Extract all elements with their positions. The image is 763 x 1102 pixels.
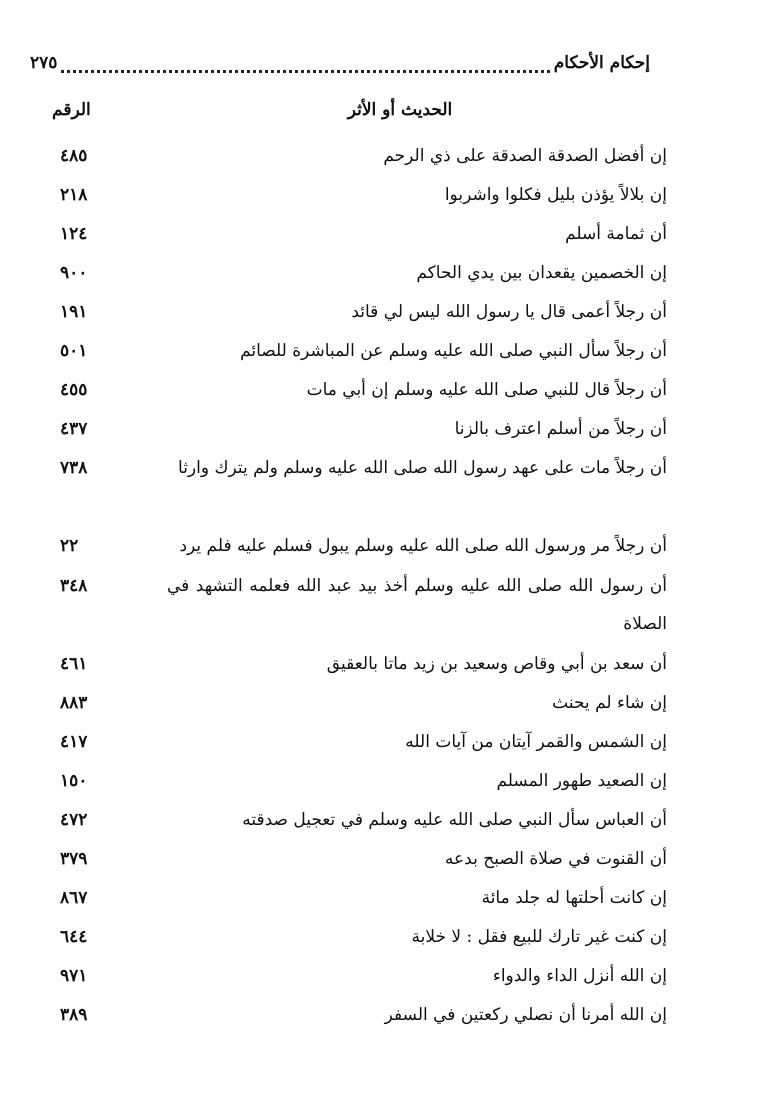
index-entry [0,918,763,958]
entry-text: أن سعد بن أبي وقاص وسعيد بن زيد ماتا بالعقيق [326,654,667,674]
entry-text: إن شاء لم يحنث [552,693,667,713]
entry-number: ٩٠٠ [60,263,88,283]
entry-text: إن الله أنزل الداء والدواء [492,966,667,986]
index-entry [0,684,763,724]
entry-text: أن ثمامة أسلم [565,224,667,244]
entry-number: ٨٦٧ [60,888,88,908]
entry-number: ٤٧٢ [60,810,88,830]
index-entry [0,410,763,450]
entry-text: أن رجلاً من أسلم اعترف بالزنا [454,419,667,439]
entry-text: أن رجلاً مر ورسول الله صلى الله عليه وسلم يبول فسلم عليه فلم يرد [179,536,667,556]
index-entry [0,801,763,841]
entry-number: ٣٨٩ [60,1005,88,1025]
entry-number: ٧٣٨ [60,458,88,478]
index-entry [0,879,763,919]
entry-number: ١٥٠ [60,771,88,791]
index-entry [0,723,763,763]
column-header-number: الرقم [52,100,91,120]
entry-number: ٦٤٤ [60,927,88,947]
index-entry [0,371,763,411]
entry-number: ٤٨٥ [60,146,88,166]
entry-text: أن رجلاً قال للنبي صلى الله عليه وسلم إن أبي مات [306,380,667,400]
entry-number: ٢١٨ [60,185,88,205]
entry-number: ٣٤٨ [60,576,88,596]
index-entry [0,840,763,880]
entry-text: إن الشمس والقمر آيتان من آيات الله [405,732,667,752]
entry-text: إن الله أمرنا أن نصلي ركعتين في السفر [384,1005,667,1025]
entry-text: أن رسول الله صلى الله عليه وسلم أخذ بيد عبد الله فعلمه التشهد في الصلاة [167,576,667,634]
entry-text: أن القنوت في صلاة الصبح بدعه [444,849,667,869]
index-entry [0,567,763,645]
entry-number: ٤١٧ [60,732,88,752]
entry-number: ٢٢ [60,536,79,556]
entry-text: إن أفضل الصدقة الصدقة على ذي الرحم [383,146,667,166]
page-number: ٢٧٥ [30,53,58,73]
index-entry [0,137,763,177]
entry-number: ٣٧٩ [60,849,88,869]
running-header [30,49,650,77]
index-entry [0,527,763,567]
entry-text: أن رجلاً أعمى قال يا رسول الله ليس لي قائد [351,302,667,322]
entry-text: إن كنت غير تارك للبيع فقل : لا خلابة [411,927,667,947]
index-entry [0,176,763,216]
index-entry [0,762,763,802]
entry-number: ١٩١ [60,302,88,322]
index-entry [0,449,763,527]
entry-text: أن رجلاً سأل النبي صلى الله عليه وسلم عن المباشرة للصائم [240,341,667,361]
entry-number: ٥٠١ [60,341,88,361]
entry-text: إن الصعيد طهور المسلم [496,771,667,791]
index-entry [0,332,763,372]
index-entry [0,957,763,997]
entry-number: ٨٨٣ [60,693,88,713]
index-entry [0,996,763,1036]
header-leader-dots [61,58,549,73]
entry-number: ٤٣٧ [60,419,88,439]
index-entry [0,645,763,685]
entry-number: ١٢٤ [60,224,88,244]
index-entry [0,215,763,255]
entry-text: إن بلالاً يؤذن بليل فكلوا واشربوا [444,185,667,205]
entry-text: أن رجلاً مات على عهد رسول الله صلى الله عليه وسلم ولم يترك وارثا [178,458,667,478]
index-entry [0,254,763,294]
book-title: إحكام الأحكام [553,53,650,73]
entry-number: ٩٧١ [60,966,88,986]
entry-text: إن الخصمين يقعدان بين يدي الحاكم [416,263,667,283]
entry-text: إن كانت أحلتها له جلد مائة [481,888,667,908]
entry-text: أن العباس سأل النبي صلى الله عليه وسلم في تعجيل صدقته [242,810,667,830]
column-header-hadith: الحديث أو الأثر [347,100,453,120]
entry-number: ٤٦١ [60,654,88,674]
index-entry [0,293,763,333]
entry-number: ٤٥٥ [60,380,88,400]
